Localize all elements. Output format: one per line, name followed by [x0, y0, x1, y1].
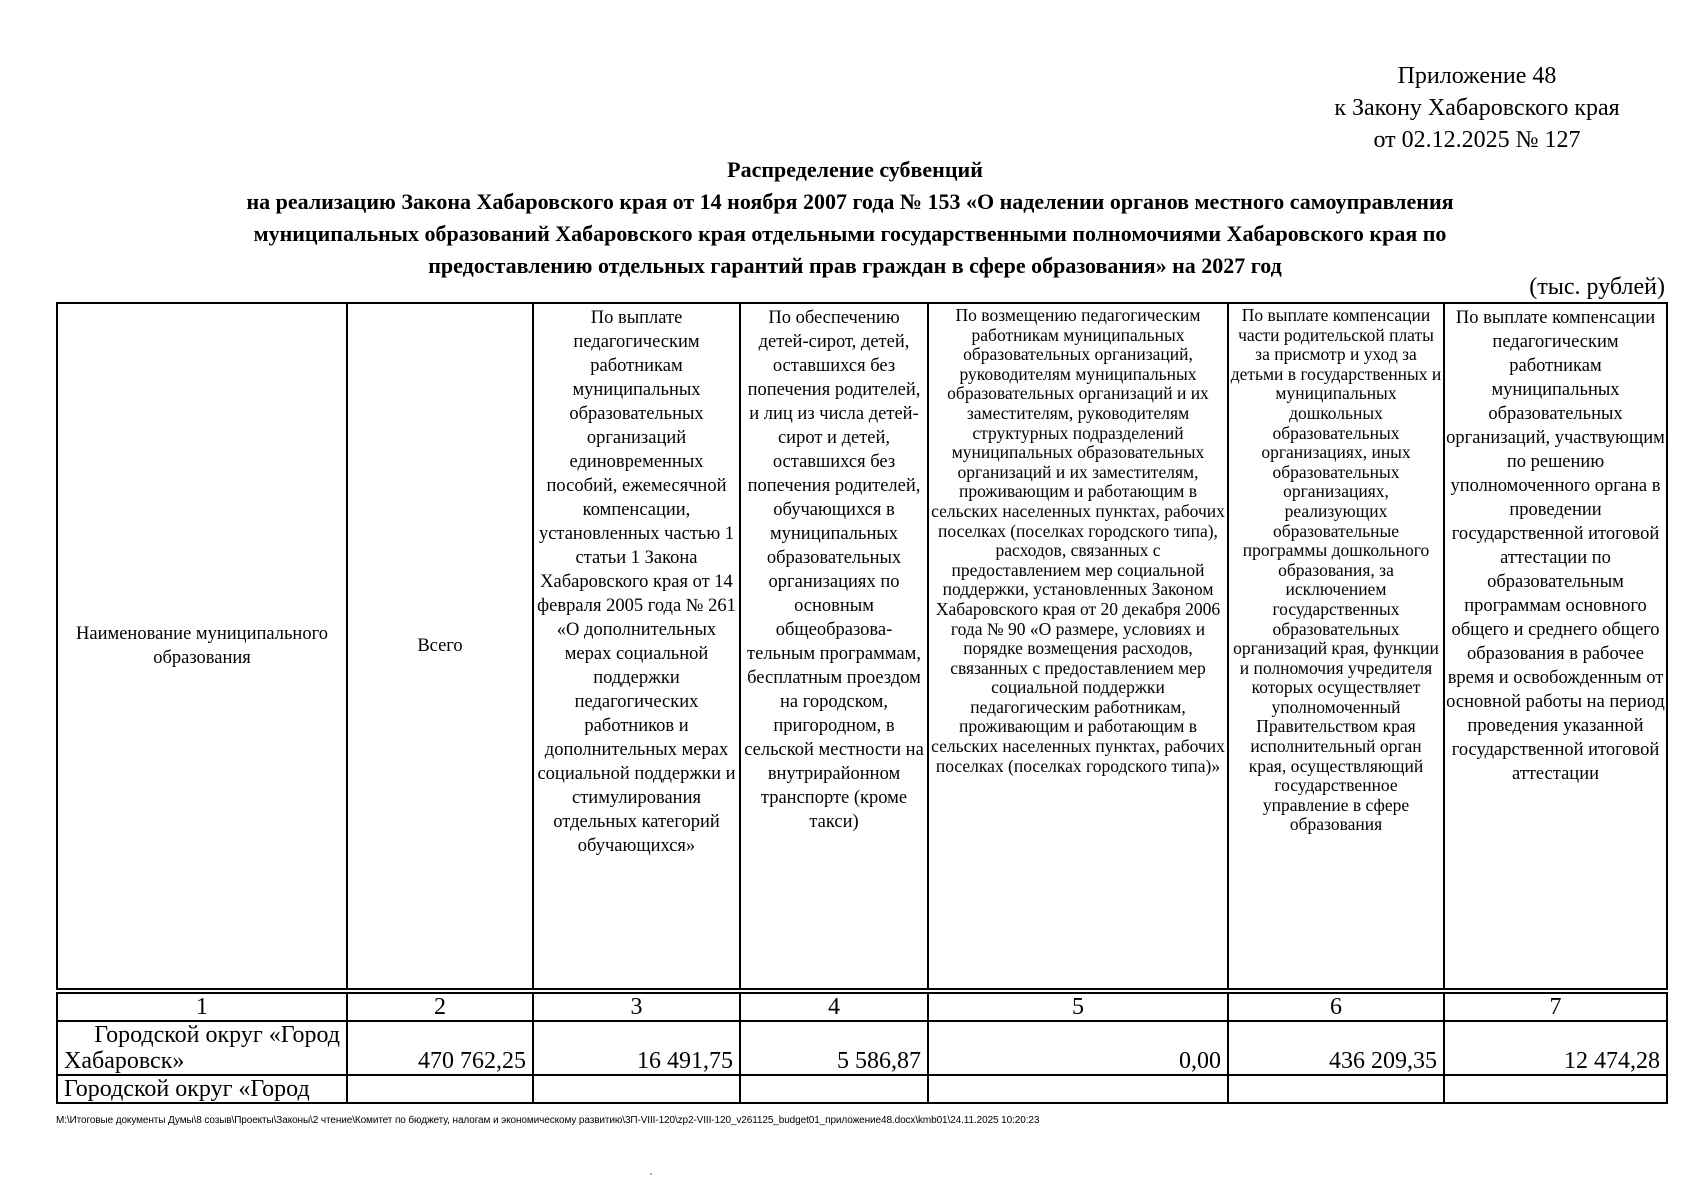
table-row	[57, 1075, 1667, 1103]
cell-col-3: 16 491,75	[533, 1021, 740, 1075]
header-col-3: По выплате педагогическим работникам муниципальных образовательных организаций единовременных пособий, ежемесячной компенсации, установленных частью 1 статьи 1 Закона Хабаровского края от 14 февраля 2005 года № 261 «О дополнительных мерах социальной поддержки педагогических работников и дополнительных мерах социальной поддержки и стимулирования отдельных категорий обучающихся»	[533, 303, 740, 989]
header-col-7: По выплате компенсации педагогическим работникам муниципальных образовательных организаций, участвующим по решению уполномоченного органа в проведении государственной итоговой аттестации по образовательным программам основного общего и среднего общего образования в рабочее время и освобожденным от основной работы на период проведения указанной государственной итоговой аттестации	[1444, 303, 1667, 989]
column-number-row	[57, 993, 1667, 1021]
title-line-3: муниципальных образований Хабаровского края отдельными государственными полномочиями Хабаровского края по	[253, 221, 1447, 246]
header-col-4: По обеспечению детей-сирот, детей, оставшихся без попечения родителей, и лиц из числа детей-сирот и детей, оставшихся без попечения родителей, обучающихся в муниципальных образовательных организациях по основным общеобразова-тельным программам, бесплатным проездом на городском, пригородном, в сельской местности на внутрирайонном транспорте (кроме такси)	[740, 303, 928, 989]
header-municipality: Наименование муниципального образования	[57, 303, 347, 989]
title-line-1: Распределение субвенций	[727, 157, 983, 182]
column-number: 4	[740, 993, 928, 1021]
column-number: 6	[1228, 993, 1444, 1021]
cell-total: 470 762,25	[347, 1021, 533, 1075]
header-total: Всего	[347, 303, 533, 989]
column-number: 7	[1444, 993, 1667, 1021]
cell-total	[347, 1075, 533, 1103]
title-line-4: предоставлению отдельных гарантий прав граждан в сфере образования» на 2027 год	[428, 253, 1282, 278]
column-number: 5	[928, 993, 1228, 1021]
column-number: 1	[57, 993, 347, 1021]
cell-col-5	[928, 1075, 1228, 1103]
cell-col-5: 0,00	[928, 1021, 1228, 1075]
units-label: (тыс. рублей)	[1529, 274, 1665, 300]
appendix-block	[1317, 60, 1637, 156]
cell-col-7: 12 474,28	[1444, 1021, 1667, 1075]
cell-col-4	[740, 1075, 928, 1103]
document-title	[40, 154, 1660, 282]
municipality-name: Городской округ «Город Хабаровск»	[57, 1021, 347, 1075]
municipality-name: Городской округ «Город	[57, 1075, 347, 1103]
appendix-law: к Закону Хабаровского края	[1334, 95, 1620, 121]
cell-col-6: 436 209,35	[1228, 1021, 1444, 1075]
title-line-2: на реализацию Закона Хабаровского края от 14 ноября 2007 года № 153 «О наделении органов местного самоуправления	[246, 189, 1454, 214]
appendix-date: от 02.12.2025 № 127	[1373, 127, 1581, 153]
header-col-6: По выплате компенсации части родительской платы за присмотр и уход за детьми в государственных и муниципальных дошкольных образовательных организациях, иных образовательных организациях, реализующих образовательные программы дошкольного образования, за исключением государственных образовательных организаций края, функции и полномочия учредителя которых осуществляет уполномоченный Правительством края исполнительный орган края, осуществляющий государственное управление в сфере образования	[1228, 303, 1444, 989]
column-number: 2	[347, 993, 533, 1021]
table-header	[56, 302, 1668, 990]
column-number: 3	[533, 993, 740, 1021]
header-col-5: По возмещению педагогическим работникам муниципальных образовательных организаций, руководителям муниципальных образовательных организаций и их заместителям, руководителям структурных подразделений муниципальных образовательных организаций и их заместителям, проживающим и работающим в сельских населенных пунктах, рабочих поселках (поселках городского типа), расходов, связанных с предоставлением мер социальной поддержки, установленных Законом Хабаровского края от 20 декабря 2006 года № 90 «О размере, условиях и порядке возмещения расходов, связанных с предоставлением мер социальной поддержки педагогическим работникам, проживающим и работающим в сельских населенных пунктах, рабочих поселках (поселках городского типа)»	[928, 303, 1228, 989]
cell-col-3	[533, 1075, 740, 1103]
scan-speck	[650, 1173, 652, 1175]
table-row	[57, 1021, 1667, 1075]
data-table	[56, 992, 1668, 1104]
cell-col-7	[1444, 1075, 1667, 1103]
cell-col-4: 5 586,87	[740, 1021, 928, 1075]
file-path-footer: M:\Итоговые документы Думы\8 созыв\Проекты\Законы\2 чтение\Комитет по бюджету, налогам и экономическому развитию\3П-VIII-120\zp2-VIII-120_v261125_budget01_приложение48.docx\kmb01\24.11.2025 10:20:23	[56, 1115, 1040, 1126]
appendix-number: Приложение 48	[1397, 63, 1557, 89]
cell-col-6	[1228, 1075, 1444, 1103]
